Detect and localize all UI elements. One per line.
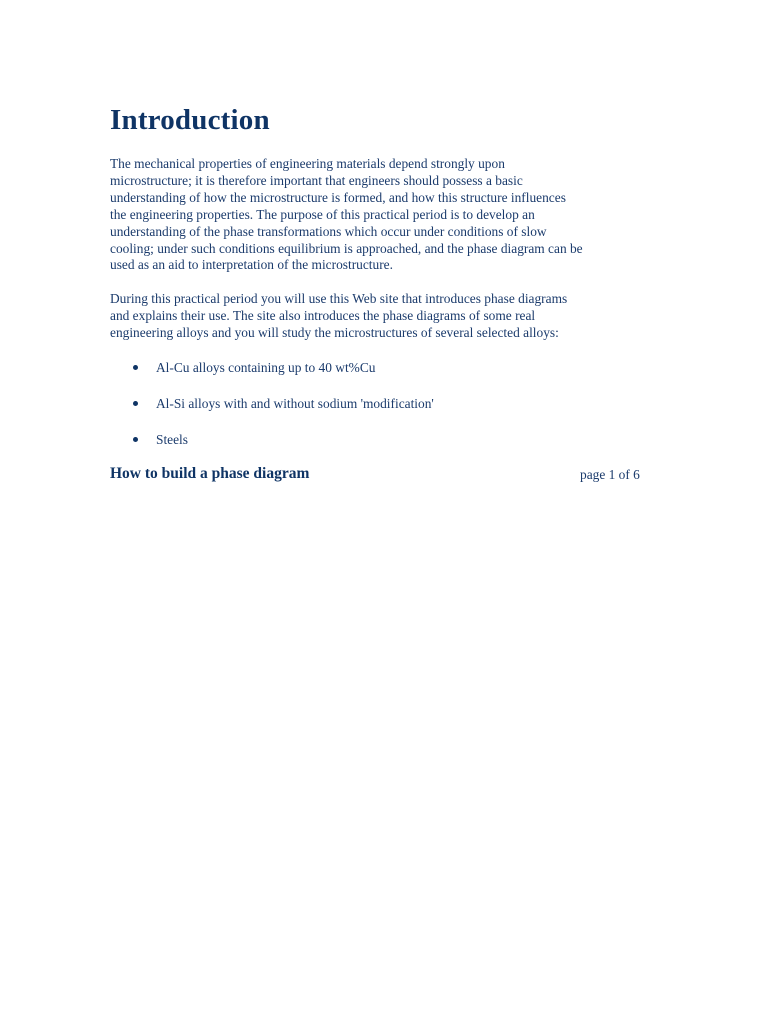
list-item-text: Al-Cu alloys containing up to 40 wt%Cu xyxy=(156,360,376,376)
page-indicator: page 1 of 6 xyxy=(580,467,640,483)
bullet-icon xyxy=(133,437,138,442)
paragraph-line: used as an aid to interpretation of the microstructure. xyxy=(110,257,393,273)
paragraph-line: microstructure; it is therefore important that engineers should possess a basic xyxy=(110,172,523,188)
page-title: Introduction xyxy=(110,104,270,136)
document-page xyxy=(110,100,670,487)
list-item-text: Steels xyxy=(156,432,188,448)
bullet-icon xyxy=(133,401,138,406)
practical-paragraph xyxy=(110,291,670,342)
list-item xyxy=(110,359,670,376)
list-item xyxy=(110,431,670,448)
paragraph-line: the engineering properties. The purpose of this practical period is to develop an xyxy=(110,206,535,222)
paragraph-line: engineering alloys and you will study the microstructures of several selected alloys: xyxy=(110,325,559,341)
paragraph-line: cooling; under such conditions equilibrium is approached, and the phase diagram can be xyxy=(110,240,583,256)
paragraph-line: The mechanical properties of engineering materials depend strongly upon xyxy=(110,156,505,171)
paragraph-line: understanding of the phase transformations which occur under conditions of slow xyxy=(110,223,547,239)
alloy-list xyxy=(110,359,670,448)
page-navigation xyxy=(110,465,670,487)
paragraph-line: and explains their use. The site also introduces the phase diagrams of some real xyxy=(110,308,536,324)
paragraph-line: During this practical period you will use this Web site that introduces phase diagrams xyxy=(110,291,568,307)
next-page-link[interactable]: How to build a phase diagram xyxy=(110,465,310,483)
list-item-text: Al-Si alloys with and without sodium 'modification' xyxy=(156,396,434,412)
bullet-icon xyxy=(133,365,138,370)
paragraph-line: understanding of how the microstructure is formed, and how this structure influences xyxy=(110,189,566,205)
list-item xyxy=(110,395,670,412)
intro-paragraph xyxy=(110,156,670,274)
